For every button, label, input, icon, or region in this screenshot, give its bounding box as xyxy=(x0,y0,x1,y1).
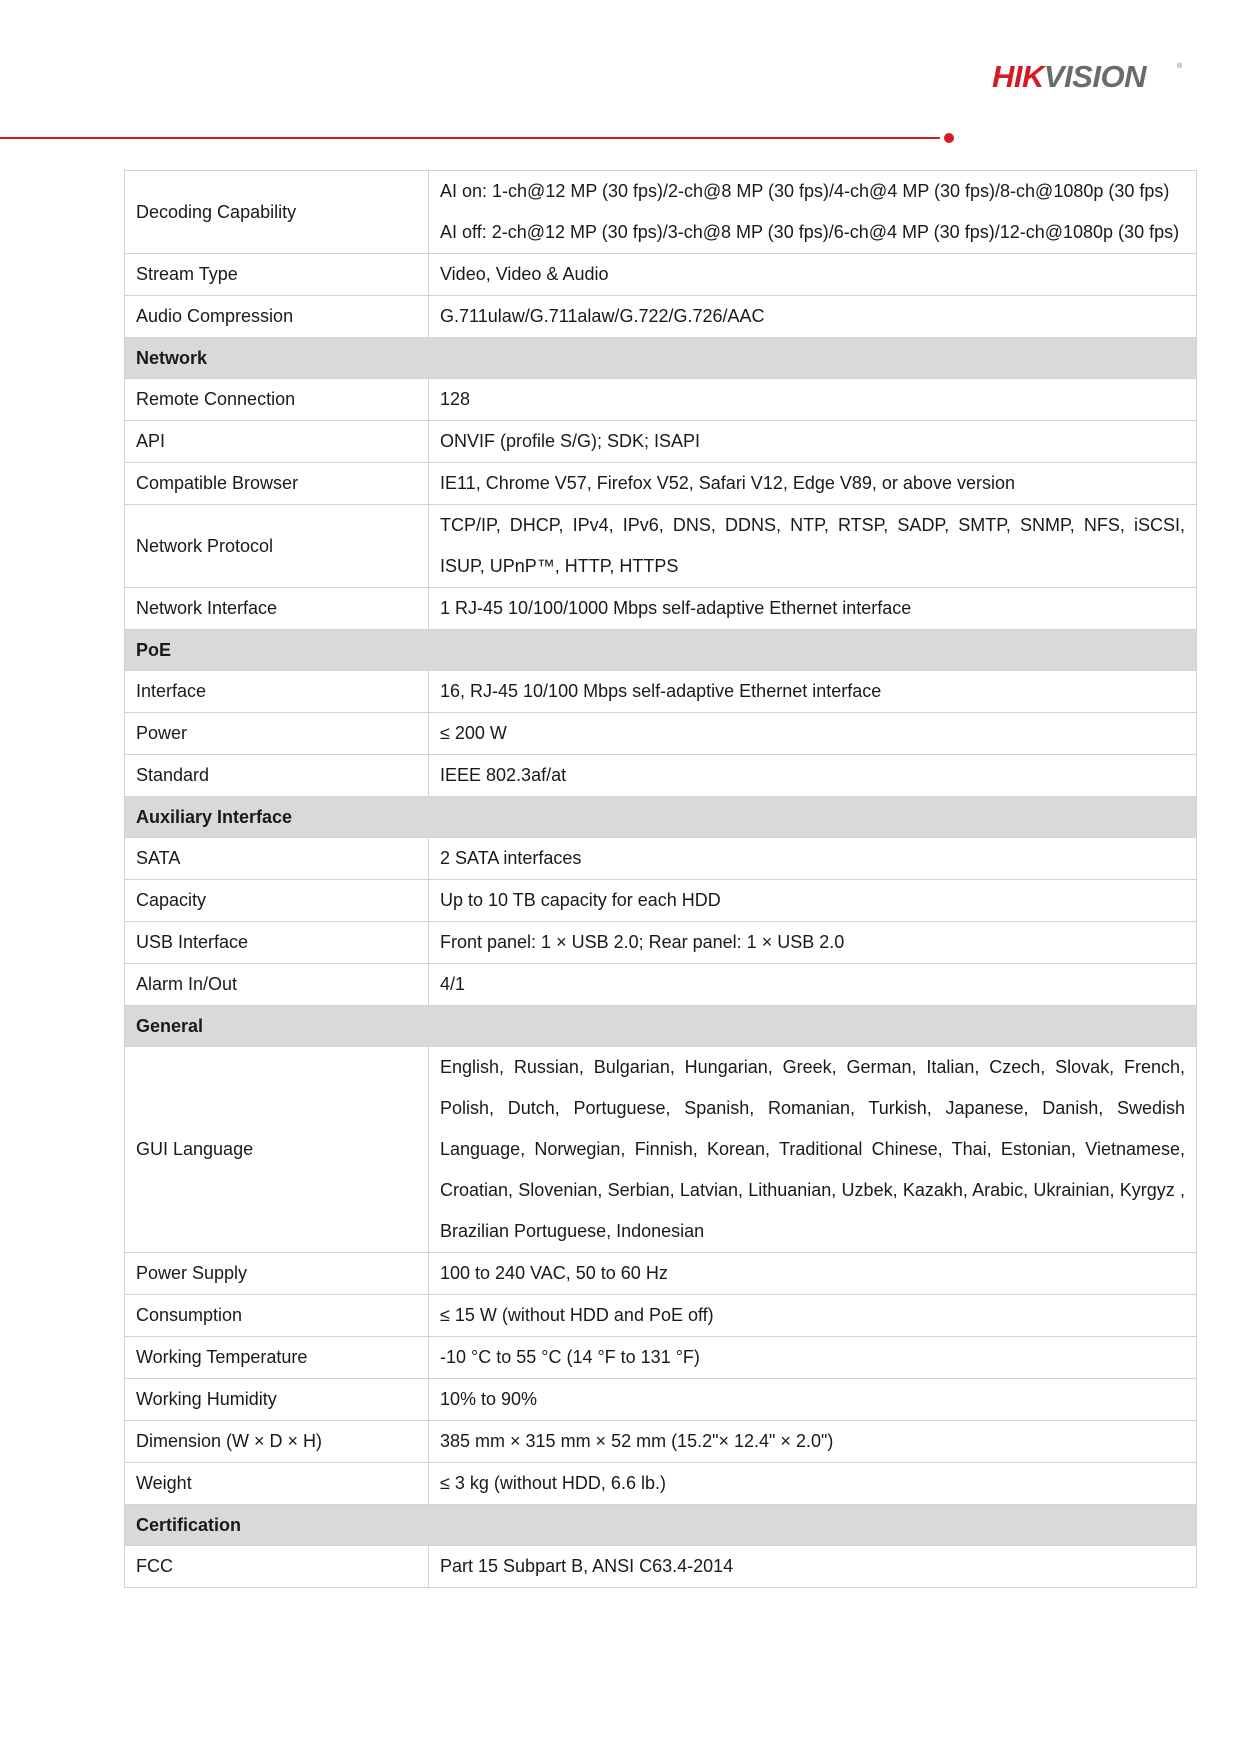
section-title: Auxiliary Interface xyxy=(125,797,1197,838)
section-title: Network xyxy=(125,338,1197,379)
spec-label: Network Interface xyxy=(125,588,429,630)
spec-value xyxy=(429,1421,1197,1463)
spec-value-line: 16, RJ-45 10/100 Mbps self-adaptive Ethernet interface xyxy=(440,681,882,701)
spec-value-line: G.711ulaw/G.711alaw/G.722/G.726/AAC xyxy=(440,306,765,326)
spec-row xyxy=(125,1253,1197,1295)
spec-row xyxy=(125,838,1197,880)
spec-value-line: -10 °C to 55 °C (14 °F to 131 °F) xyxy=(440,1347,700,1367)
section-title: General xyxy=(125,1006,1197,1047)
spec-value xyxy=(429,171,1197,254)
spec-value-line: 2 SATA interfaces xyxy=(440,848,582,868)
spec-row xyxy=(125,1546,1197,1588)
spec-row xyxy=(125,463,1197,505)
spec-row xyxy=(125,1379,1197,1421)
spec-value xyxy=(429,880,1197,922)
spec-label: Interface xyxy=(125,671,429,713)
spec-value xyxy=(429,922,1197,964)
spec-label: Audio Compression xyxy=(125,296,429,338)
spec-value xyxy=(429,1253,1197,1295)
spec-value-line: AI on: 1-ch@12 MP (30 fps)/2-ch@8 MP (30 fps)/4-ch@4 MP (30 fps)/8-ch@1080p (30 fps) xyxy=(440,181,1170,201)
spec-label: Capacity xyxy=(125,880,429,922)
section-title: Certification xyxy=(125,1505,1197,1546)
spec-label: Remote Connection xyxy=(125,379,429,421)
spec-value-line: ≤ 3 kg (without HDD, 6.6 lb.) xyxy=(440,1473,666,1493)
spec-label: USB Interface xyxy=(125,922,429,964)
spec-label: API xyxy=(125,421,429,463)
section-header xyxy=(125,797,1197,838)
spec-value-line: ONVIF (profile S/G); SDK; ISAPI xyxy=(440,431,701,451)
spec-label: Decoding Capability xyxy=(125,171,429,254)
spec-value xyxy=(429,463,1197,505)
spec-value-line: IE11, Chrome V57, Firefox V52, Safari V12, Edge V89, or above version xyxy=(440,473,1015,493)
spec-value xyxy=(429,379,1197,421)
spec-row xyxy=(125,296,1197,338)
spec-label: Compatible Browser xyxy=(125,463,429,505)
spec-row xyxy=(125,1463,1197,1505)
section-title: PoE xyxy=(125,630,1197,671)
spec-value-line: Part 15 Subpart B, ANSI C63.4-2014 xyxy=(440,1556,734,1576)
spec-value xyxy=(429,588,1197,630)
spec-value-line: Front panel: 1 × USB 2.0; Rear panel: 1 × USB 2.0 xyxy=(440,932,845,952)
spec-label: Working Temperature xyxy=(125,1337,429,1379)
spec-label: Power xyxy=(125,713,429,755)
section-header xyxy=(125,1505,1197,1546)
spec-value xyxy=(429,254,1197,296)
section-header xyxy=(125,1006,1197,1047)
spec-value-line: 1 RJ-45 10/100/1000 Mbps self-adaptive Ethernet interface xyxy=(440,598,912,618)
spec-value xyxy=(429,1546,1197,1588)
spec-row xyxy=(125,671,1197,713)
spec-label: Network Protocol xyxy=(125,505,429,588)
spec-label: SATA xyxy=(125,838,429,880)
spec-value xyxy=(429,421,1197,463)
spec-value xyxy=(429,713,1197,755)
spec-value-line: AI off: 2-ch@12 MP (30 fps)/3-ch@8 MP (30 fps)/6-ch@4 MP (30 fps)/12-ch@1080p (30 fps) xyxy=(440,222,1180,242)
spec-value-line: Video, Video & Audio xyxy=(440,264,609,284)
spec-value xyxy=(429,1379,1197,1421)
spec-label: FCC xyxy=(125,1546,429,1588)
spec-value-line: 385 mm × 315 mm × 52 mm (15.2"× 12.4" × 2.0") xyxy=(440,1431,834,1451)
spec-value-line: 4/1 xyxy=(440,974,466,994)
header-rule-dot xyxy=(944,133,954,143)
spec-row xyxy=(125,505,1197,588)
spec-value xyxy=(429,755,1197,797)
spec-row xyxy=(125,1337,1197,1379)
spec-label: Working Humidity xyxy=(125,1379,429,1421)
spec-row xyxy=(125,379,1197,421)
spec-value-line: ≤ 200 W xyxy=(440,723,507,743)
spec-value-line: 128 xyxy=(440,389,471,409)
spec-row xyxy=(125,171,1197,254)
spec-row xyxy=(125,713,1197,755)
section-header xyxy=(125,630,1197,671)
spec-label: Power Supply xyxy=(125,1253,429,1295)
spec-row xyxy=(125,964,1197,1006)
spec-row xyxy=(125,1421,1197,1463)
spec-value xyxy=(429,1463,1197,1505)
spec-row xyxy=(125,755,1197,797)
spec-label: Dimension (W × D × H) xyxy=(125,1421,429,1463)
spec-value-line: IEEE 802.3af/at xyxy=(440,765,567,785)
spec-label: GUI Language xyxy=(125,1047,429,1253)
spec-value-line: 10% to 90% xyxy=(440,1389,538,1409)
spec-label: Standard xyxy=(125,755,429,797)
section-header xyxy=(125,338,1197,379)
spec-table-body xyxy=(125,171,1197,1588)
header-rule xyxy=(0,137,940,139)
spec-row xyxy=(125,922,1197,964)
spec-row xyxy=(125,254,1197,296)
spec-value xyxy=(429,1295,1197,1337)
spec-value xyxy=(429,838,1197,880)
spec-label: Weight xyxy=(125,1463,429,1505)
spec-row xyxy=(125,1295,1197,1337)
spec-value xyxy=(429,671,1197,713)
spec-label: Alarm In/Out xyxy=(125,964,429,1006)
spec-value-line: English, Russian, Bulgarian, Hungarian, Greek, German, Italian, Czech, Slovak, French, Polish, Dutch, Portuguese, Spanish, Romanian, Turkish, Japanese, Danish, Swedish Language, Norwegian, Finnish, Korean, Traditional Chinese, Thai, Estonian, Vietnamese, Croatian, Slovenian, Serbian, Latvian, Lithuanian, Uzbek, Kazakh, Arabic, Ukrainian, Kyrgyz , Brazilian Portuguese, Indonesian xyxy=(440,1057,1185,1241)
spec-value xyxy=(429,505,1197,588)
spec-value xyxy=(429,1337,1197,1379)
spec-row xyxy=(125,588,1197,630)
spec-value-line: Up to 10 TB capacity for each HDD xyxy=(440,890,721,910)
spec-value-line: ≤ 15 W (without HDD and PoE off) xyxy=(440,1305,714,1325)
hikvision-logo xyxy=(992,56,1192,96)
spec-row xyxy=(125,421,1197,463)
spec-value-line: TCP/IP, DHCP, IPv4, IPv6, DNS, DDNS, NTP, RTSP, SADP, SMTP, SNMP, NFS, iSCSI, ISUP, UPnP™, HTTP, HTTPS xyxy=(440,515,1185,576)
spec-table xyxy=(124,170,1197,1588)
spec-value xyxy=(429,1047,1197,1253)
svg-text:®: ® xyxy=(1177,63,1183,70)
svg-text:HIKVISION: HIKVISION xyxy=(992,59,1146,94)
spec-value xyxy=(429,296,1197,338)
spec-value-line: 100 to 240 VAC, 50 to 60 Hz xyxy=(440,1263,668,1283)
spec-row xyxy=(125,1047,1197,1253)
spec-label: Consumption xyxy=(125,1295,429,1337)
spec-label: Stream Type xyxy=(125,254,429,296)
spec-value xyxy=(429,964,1197,1006)
spec-row xyxy=(125,880,1197,922)
